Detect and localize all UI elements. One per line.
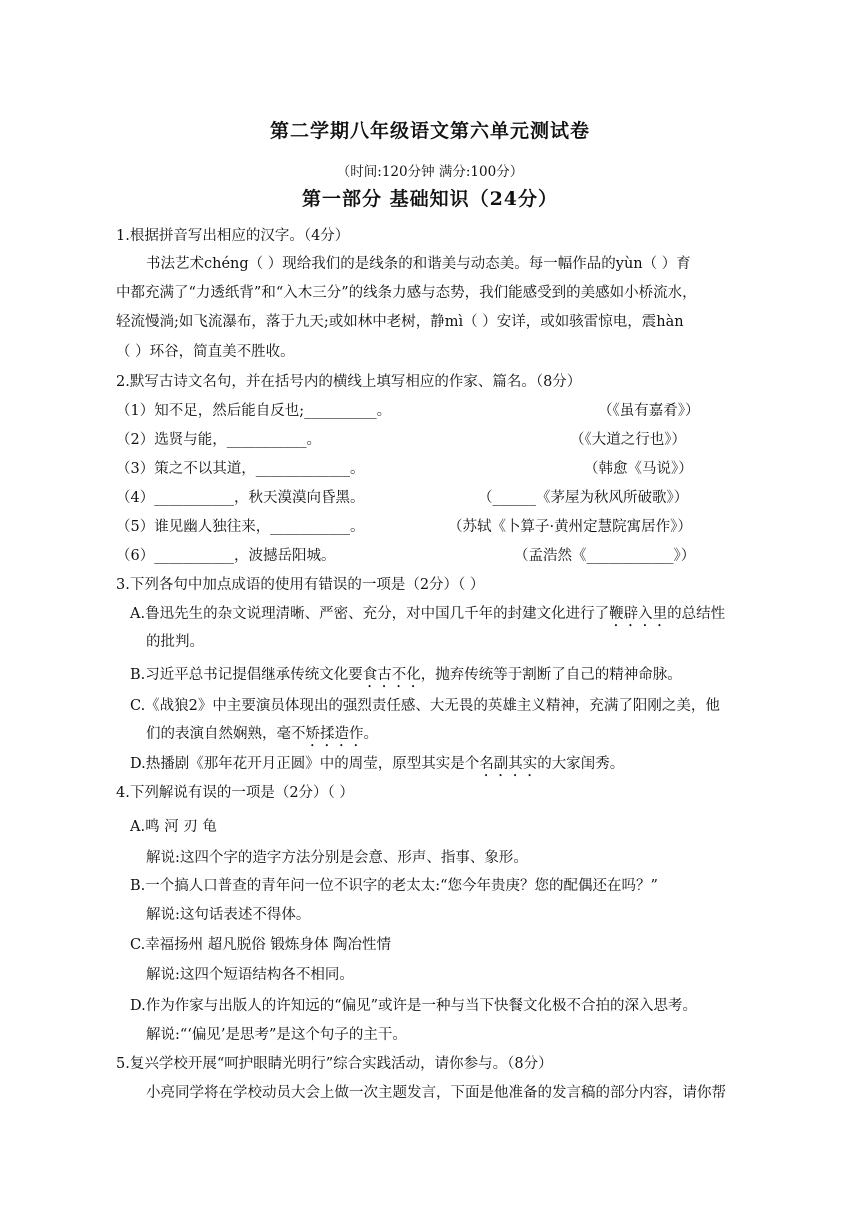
option-c: C.《战狼2》中主要演员体现出的强烈责任感、大无畏的英雄主义精神，充满了阳刚之美，他 (130, 698, 720, 714)
poem-item-left: （5）谁见幽人独往来，___________。 (116, 519, 365, 535)
page-title: 第二学期八年级语文第六单元测试卷 (269, 120, 590, 142)
option-text: ，抛弃传统等于割断了自己的精神命脉。 (420, 667, 682, 683)
question-4-stem: 4.下列解说有误的一项是（2分）（ ） (116, 785, 354, 801)
poem-item-left: （2）选贤与能，___________。 (116, 432, 321, 448)
poem-item-source: （______《茅屋为秋风所破歌》） (478, 490, 689, 506)
option-explanation: 解说:这四个短语结构各不相同。 (146, 967, 354, 983)
option-a-continued: 的批判。 (146, 634, 204, 650)
option-d: D.作为作家与出版人的许知远的“偏见”或许是一种与当下快餐文化极不合拍的深入思考。 (130, 998, 698, 1014)
question-1-line: 轻流慢淌;如飞流瀑布，落于九天;或如林中老树，静mì（ ）安详，或如骇雷惊电，震hàn (116, 314, 684, 330)
option-text: 们的表演自然娴熟，毫不 (146, 726, 306, 742)
option-text: B.习近平总书记提倡继承传统文化要 (130, 667, 363, 683)
option-b: B.一个搞人口普查的青年问一位不识字的老太太:“您今年贵庚？您的配偶还在吗？” (130, 878, 658, 894)
option-text: D.热播剧《那年花开月正圆》中的周莹，原型其实是个 (130, 756, 480, 772)
option-text: 的总结性 (667, 606, 726, 622)
option-c-continued (146, 724, 378, 750)
poem-item-source: （韩愈《马说》） (584, 461, 693, 477)
poem-item-source: （《大道之行也》） (570, 432, 686, 448)
option-explanation: 解说:这句话表述不得体。 (146, 907, 311, 923)
option-explanation: 解说:这四个字的造字方法分别是会意、形声、指事、象形。 (146, 850, 528, 866)
question-1-line: 书法艺术chéng（ ）现给我们的是线条的和谐美与动态美。每一幅作品的yùn（ ）育 (146, 256, 691, 272)
poem-item-source: （孟浩然《____________》） (514, 548, 696, 564)
option-d (130, 754, 624, 780)
dotted-idiom: 名副其实 (479, 756, 538, 772)
option-text: 的大家闺秀。 (537, 756, 625, 772)
option-a (130, 604, 725, 630)
question-5-stem: 5.复兴学校开展“呵护眼睛光明行”综合实践活动，请你参与。（8分） (116, 1056, 553, 1072)
question-1-stem: 1.根据拼音写出相应的汉字。（4分） (116, 228, 350, 244)
question-2-stem: 2.默写古诗文名句，并在括号内的横线上填写相应的作家、篇名。（8分） (116, 374, 582, 390)
exam-info: （时间:120分钟 满分:100分） (336, 164, 524, 180)
option-text: 。 (363, 726, 378, 742)
option-a: A.鸣 河 刃 龟 (130, 819, 217, 835)
poem-item-left: （6）___________，波撼岳阳城。 (116, 548, 336, 564)
option-text: A.鲁迅先生的杂文说理清晰、严密、充分，对中国几千年的封建文化进行了 (130, 606, 610, 622)
poem-item-source: （《虽有嘉肴》） (598, 403, 700, 419)
dotted-idiom: 鞭辟入里 (609, 606, 668, 622)
poem-item-left: （4）___________，秋天漠漠向昏黑。 (116, 490, 365, 506)
option-c: C.幸福扬州 超凡脱俗 锻炼身体 陶冶性情 (130, 937, 392, 953)
dotted-idiom: 矫揉造作 (305, 726, 364, 742)
dotted-idiom: 食古不化 (362, 667, 421, 683)
poem-item-left: （3）策之不以其道，_____________。 (116, 461, 365, 477)
poem-item-left: （1）知不足，然后能自反也;__________。 (116, 403, 392, 419)
option-explanation: 解说:“‘偏见’是思考”是这个句子的主干。 (146, 1027, 407, 1043)
section-heading: 第一部分 基础知识（24分） (301, 188, 559, 210)
option-b (130, 665, 682, 691)
question-1-line: 中都充满了“力透纸背”和“入木三分”的线条力感与态势，我们能感受到的美感如小桥流水， (116, 285, 697, 301)
poem-item-source: （苏轼《卜算子·黄州定慧院寓居作》） (448, 519, 692, 535)
question-5-line: 小亮同学将在学校动员大会上做一次主题发言，下面是他准备的发言稿的部分内容，请你帮 (146, 1085, 726, 1101)
question-1-line: （ ）环谷，简直美不胜收。 (116, 344, 295, 360)
question-3-stem: 3.下列各句中加点成语的使用有错误的一项是（2分）（ ） (116, 577, 485, 593)
